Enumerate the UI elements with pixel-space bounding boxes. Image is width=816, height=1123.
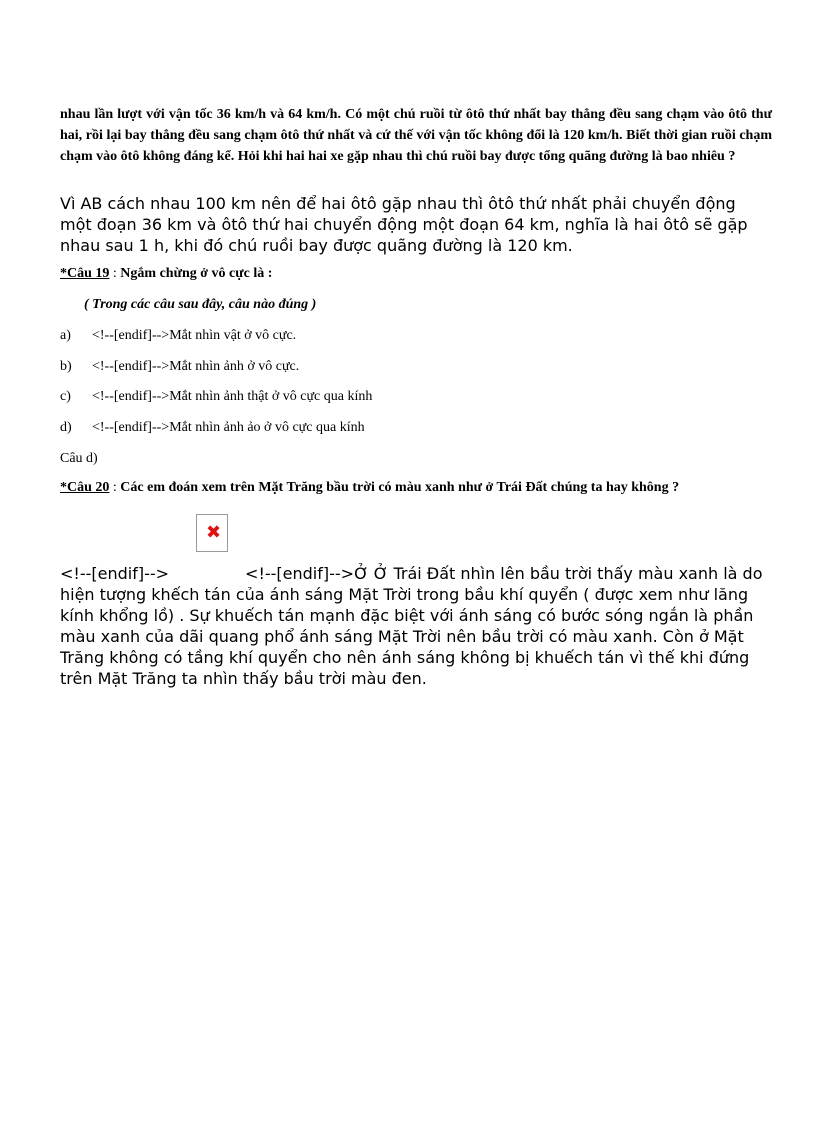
option-c	[60, 389, 372, 405]
question-20-label: *Câu 20	[60, 480, 110, 495]
answer-20-prefix: <!--[endif]-->	[60, 564, 170, 583]
close-x-icon: ✖	[206, 522, 222, 543]
option-d	[60, 420, 365, 436]
question-19-separator: :	[109, 266, 121, 281]
answer-18-text: Vì AB cách nhau 100 km nên để hai ôtô gặp nhau thì ôtô thứ nhất phải chuyển động một đoạn 36 km và ôtô thứ hai chuyển động một đoạn 64 km, nghĩa là hai ôtô sẽ gặp nhau sau 1 h, khi đó chú ruồi bay được quãng đường là 120 km.	[60, 194, 748, 255]
broken-image-icon	[196, 514, 228, 552]
answer-20-body: Ở Ở Trái Đất nhìn lên bầu trời thấy màu xanh là do hiện tượng khếch tán của ánh sáng Mặt Trời trong bầu khí quyển ( được xem như lăng kính khổng lồ) . Sự khuếch tán mạnh đặc biệt với ánh sáng có bước sóng ngắn là phần màu xanh của dãi quang phổ ánh sáng Mặt Trời nên bầu trời có màu xanh. Còn ở Mặt Trăng không có tầng khí quyển cho nên ánh sáng không bị khuếch tán vì thế khi đứng trên Mặt Trăng ta nhìn thấy bầu trời màu đen.	[60, 564, 763, 688]
option-letter: a)	[60, 328, 71, 343]
option-text: <!--[endif]-->Mắt nhìn ảnh thật ở vô cực qua kính	[92, 389, 373, 404]
question-19-text: Ngắm chừng ở vô cực là :	[120, 266, 273, 281]
option-text: <!--[endif]-->Mắt nhìn ảnh ở vô cực.	[92, 359, 300, 374]
question-20-heading	[60, 480, 679, 496]
answer-20-prefix-2: <!--[endif]-->	[245, 564, 355, 583]
question-18-text: nhau lần lượt với vận tốc 36 km/h và 64 km/h. Có một chú ruồi từ ôtô thứ nhất bay thẳng đều sang chạm vào ôtô thư hai, rồi lại bay thẳng đều sang chạm ôtô thứ nhất và cứ thế với vận tốc không đổi là 120 km/h. Biết thời gian ruồi chạm chạm vào ôtô không đáng kể. Hỏi khi hai hai xe gặp nhau thì chú ruồi bay được tổng quãng đường là bao nhiêu ?	[60, 107, 772, 164]
option-letter: b)	[60, 359, 72, 374]
question-19-heading	[60, 266, 272, 282]
question-19-answer: Câu d)	[60, 451, 98, 466]
question-20-text: Các em đoán xem trên Mặt Trăng bầu trời có màu xanh như ở Trái Đất chúng ta hay không ?	[120, 480, 680, 495]
option-a	[60, 328, 296, 344]
answer-20-text	[60, 563, 772, 689]
option-b	[60, 359, 299, 375]
question-19-label: *Câu 19	[60, 266, 110, 281]
option-text: <!--[endif]-->Mắt nhìn ảnh ảo ở vô cực qua kính	[92, 420, 365, 435]
option-letter: d)	[60, 420, 72, 435]
question-20-separator: :	[109, 480, 121, 495]
question-19-instruction: ( Trong các câu sau đây, câu nào đúng )	[84, 297, 317, 312]
option-text: <!--[endif]-->Mắt nhìn vật ở vô cực.	[92, 328, 297, 343]
option-letter: c)	[60, 389, 71, 404]
